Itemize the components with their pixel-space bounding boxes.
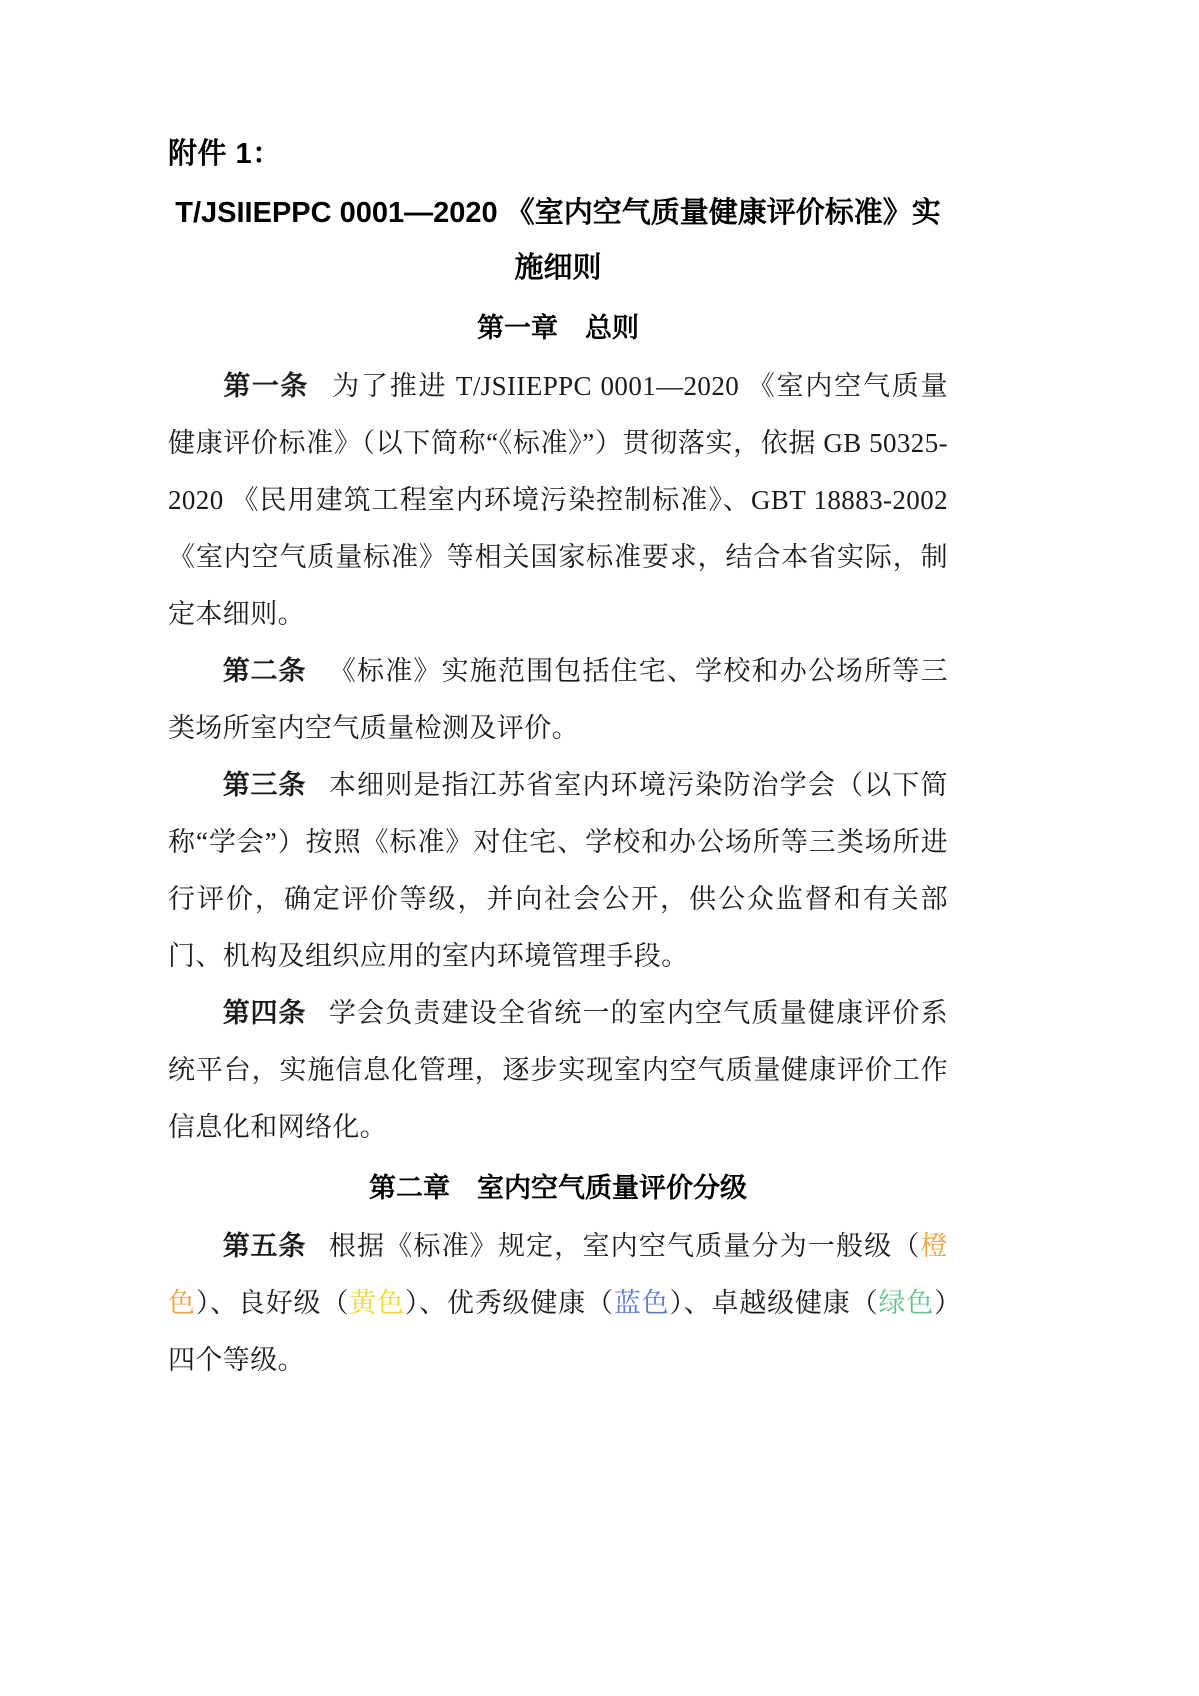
article-text-1: 为了推进 T/JSIIEPPC 0001—2020 《室内空气质量健康评价标准》（以下简称“《标准》”）贯彻落实，依据 GB 50325-2020 《民用建筑工程室内环境污染控制标准》、GBT 18883-2002 《室内空气质量标准》等相关国家标准要求，结合本省实际，制定本细则。 (168, 371, 949, 629)
grade-label-blue: 蓝色 (613, 1288, 670, 1318)
article-paragraph-4 (168, 985, 948, 1156)
article-paragraph-3 (168, 757, 948, 985)
article-paragraph-5 (168, 1218, 948, 1389)
article-number-4: 第四条 (222, 998, 307, 1028)
article5-segment-3: ）、优秀级健康（ (404, 1288, 614, 1318)
document-title (168, 186, 948, 296)
grade-label-green: 绿色 (878, 1288, 935, 1318)
article-text-4: 学会负责建设全省统一的室内空气质量健康评价系统平台，实施信息化管理，逐步实现室内空气质量健康评价工作信息化和网络化。 (168, 998, 948, 1142)
article-paragraph-1 (168, 358, 948, 643)
article-text-2: 《标准》实施范围包括住宅、学校和办公场所等三类场所室内空气质量检测及评价。 (168, 656, 948, 743)
article-text-3: 本细则是指江苏省室内环境污染防治学会（以下简称“学会”）按照《标准》对住宅、学校和办公场所等三类场所进行评价，确定评价等级，并向社会公开，供公众监督和有关部门、机构及组织应用的室内环境管理手段。 (168, 770, 948, 971)
article-number-1: 第一条 (222, 371, 309, 401)
article5-segment-5: ）四个等级。 (168, 1288, 948, 1375)
article5-segment-2: ）、良好级（ (195, 1288, 350, 1318)
chapter-heading-2: 第二章 室内空气质量评价分级 (369, 1173, 747, 1203)
document-title-line-2: 施细则 (514, 252, 602, 284)
document-title-line-1: T/JSIIEPPC 0001—2020 《室内空气质量健康评价标准》实 (175, 197, 941, 229)
article-number-2: 第二条 (222, 656, 307, 686)
grade-label-orange: 橙色 (168, 1231, 948, 1318)
article-number-5: 第五条 (222, 1231, 307, 1261)
article-paragraph-2 (168, 643, 948, 757)
article5-segment-1: 根据《标准》规定，室内空气质量分为一般级（ (328, 1231, 921, 1261)
article-number-3: 第三条 (222, 770, 307, 800)
grade-label-yellow: 黄色 (349, 1288, 405, 1318)
article5-segment-4: ）、卓越级健康（ (669, 1288, 879, 1318)
attachment-label: 附件 1： (168, 138, 282, 170)
document-body (168, 128, 948, 1389)
chapter-heading-1: 第一章 总则 (477, 313, 639, 343)
